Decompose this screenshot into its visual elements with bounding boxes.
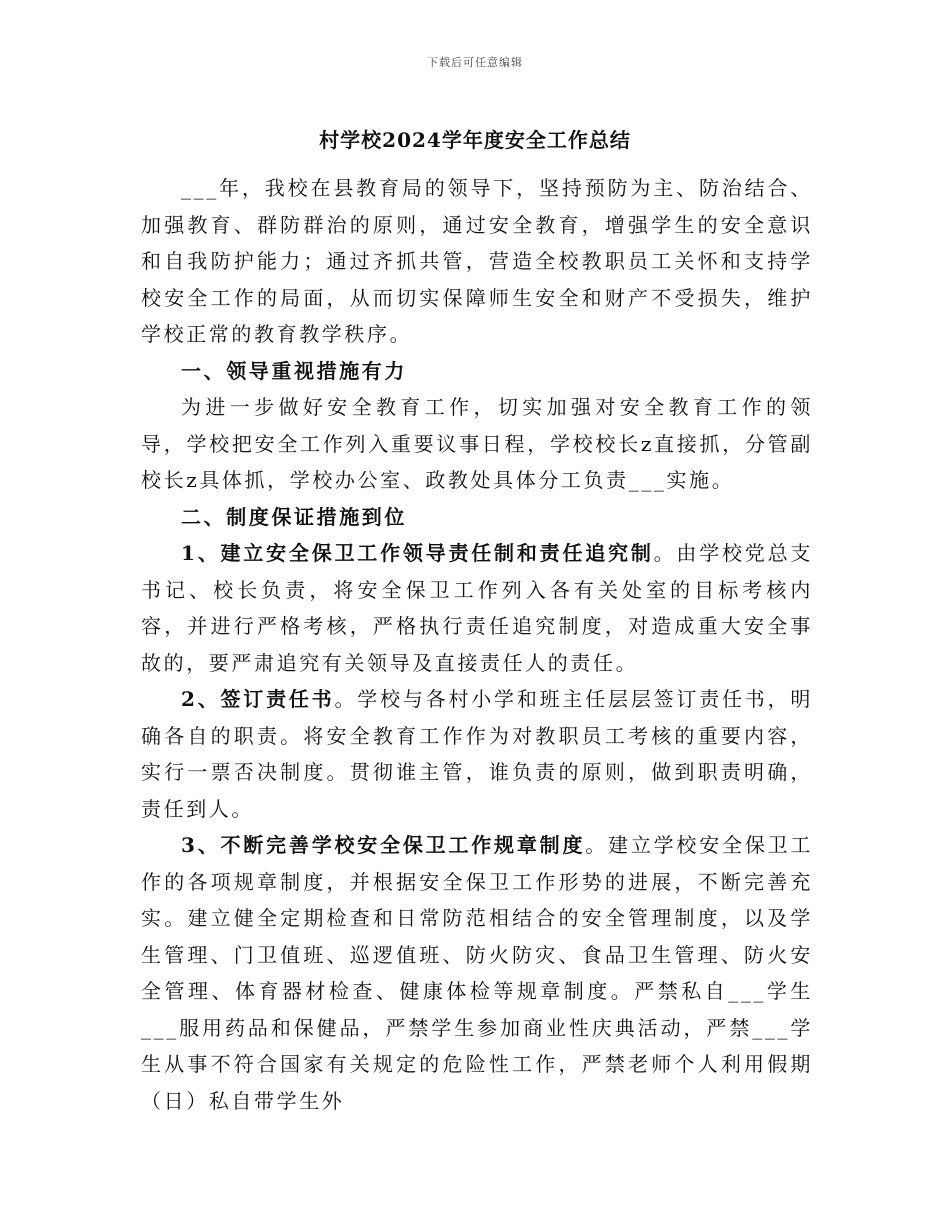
section-1-paragraph: 为进一步做好安全教育工作，切实加强对安全教育工作的领导，学校把安全工作列入重要议事日程，学校校长z直接抓，分管副校长z具体抓，学校办公室、政教处具体分工负责___实施。 xyxy=(141,395,813,492)
document-title: 村学校2024学年度安全工作总结 xyxy=(319,128,631,152)
item-3-paragraph xyxy=(141,827,813,1119)
item-1-paragraph xyxy=(141,535,813,681)
item-2-text: 。学校与各村小学和班主任层层签订责任书，明确各自的职责。将安全教育工作作为对教职员工考核的重要内容，实行一票否决制度。贯彻谁主管，谁负责的原则，做到职责明确，责任到人。 xyxy=(141,687,813,821)
section-1-heading: 一、领导重视措施有力 xyxy=(181,358,407,383)
item-2-lead: 2、签订责任书 xyxy=(181,687,335,711)
item-2-paragraph xyxy=(141,681,813,827)
section-2-heading: 二、制度保证措施到位 xyxy=(181,504,407,529)
document-body xyxy=(141,170,813,1119)
item-1-text: 。由学校党总支书记、校长负责，将安全保卫工作列入各有关处室的目标考核内容，并进行严格考核，严格执行责任追究制度，对造成重大安全事故的，要严肃追究有关领导及直接责任人的责任。 xyxy=(141,541,813,675)
item-3-text: 。建立学校安全保卫工作的各项规章制度，并根据安全保卫工作形势的进展，不断完善充实。建立健全定期检查和日常防范相结合的安全管理制度，以及学生管理、门卫值班、巡逻值班、防火防灾、食品卫生管理、防火安全管理、体育器材检查、健康体检等规章制度。严禁私自___学生___服用药品和保健品，严禁学生参加商业性庆典活动，严禁___学生从事不符合国家有关规定的危险性工作，严禁老师个人利用假期（日）私自带学生外 xyxy=(141,833,814,1113)
item-1-lead: 1、建立安全保卫工作领导责任制和责任追究制 xyxy=(181,541,654,565)
page-header: 下载后可任意编辑 xyxy=(427,56,523,69)
intro-paragraph: ___年，我校在县教育局的领导下，坚持预防为主、防治结合、加强教育、群防群治的原则，通过安全教育，增强学生的安全意识和自我防护能力；通过齐抓共管，营造全校教职员工关怀和支持学校安全工作的局面，从而切实保障师生安全和财产不受损失，维护学校正常的教育教学秩序。 xyxy=(141,176,813,346)
item-3-lead: 3、不断完善学校安全保卫工作规章制度 xyxy=(181,833,586,857)
